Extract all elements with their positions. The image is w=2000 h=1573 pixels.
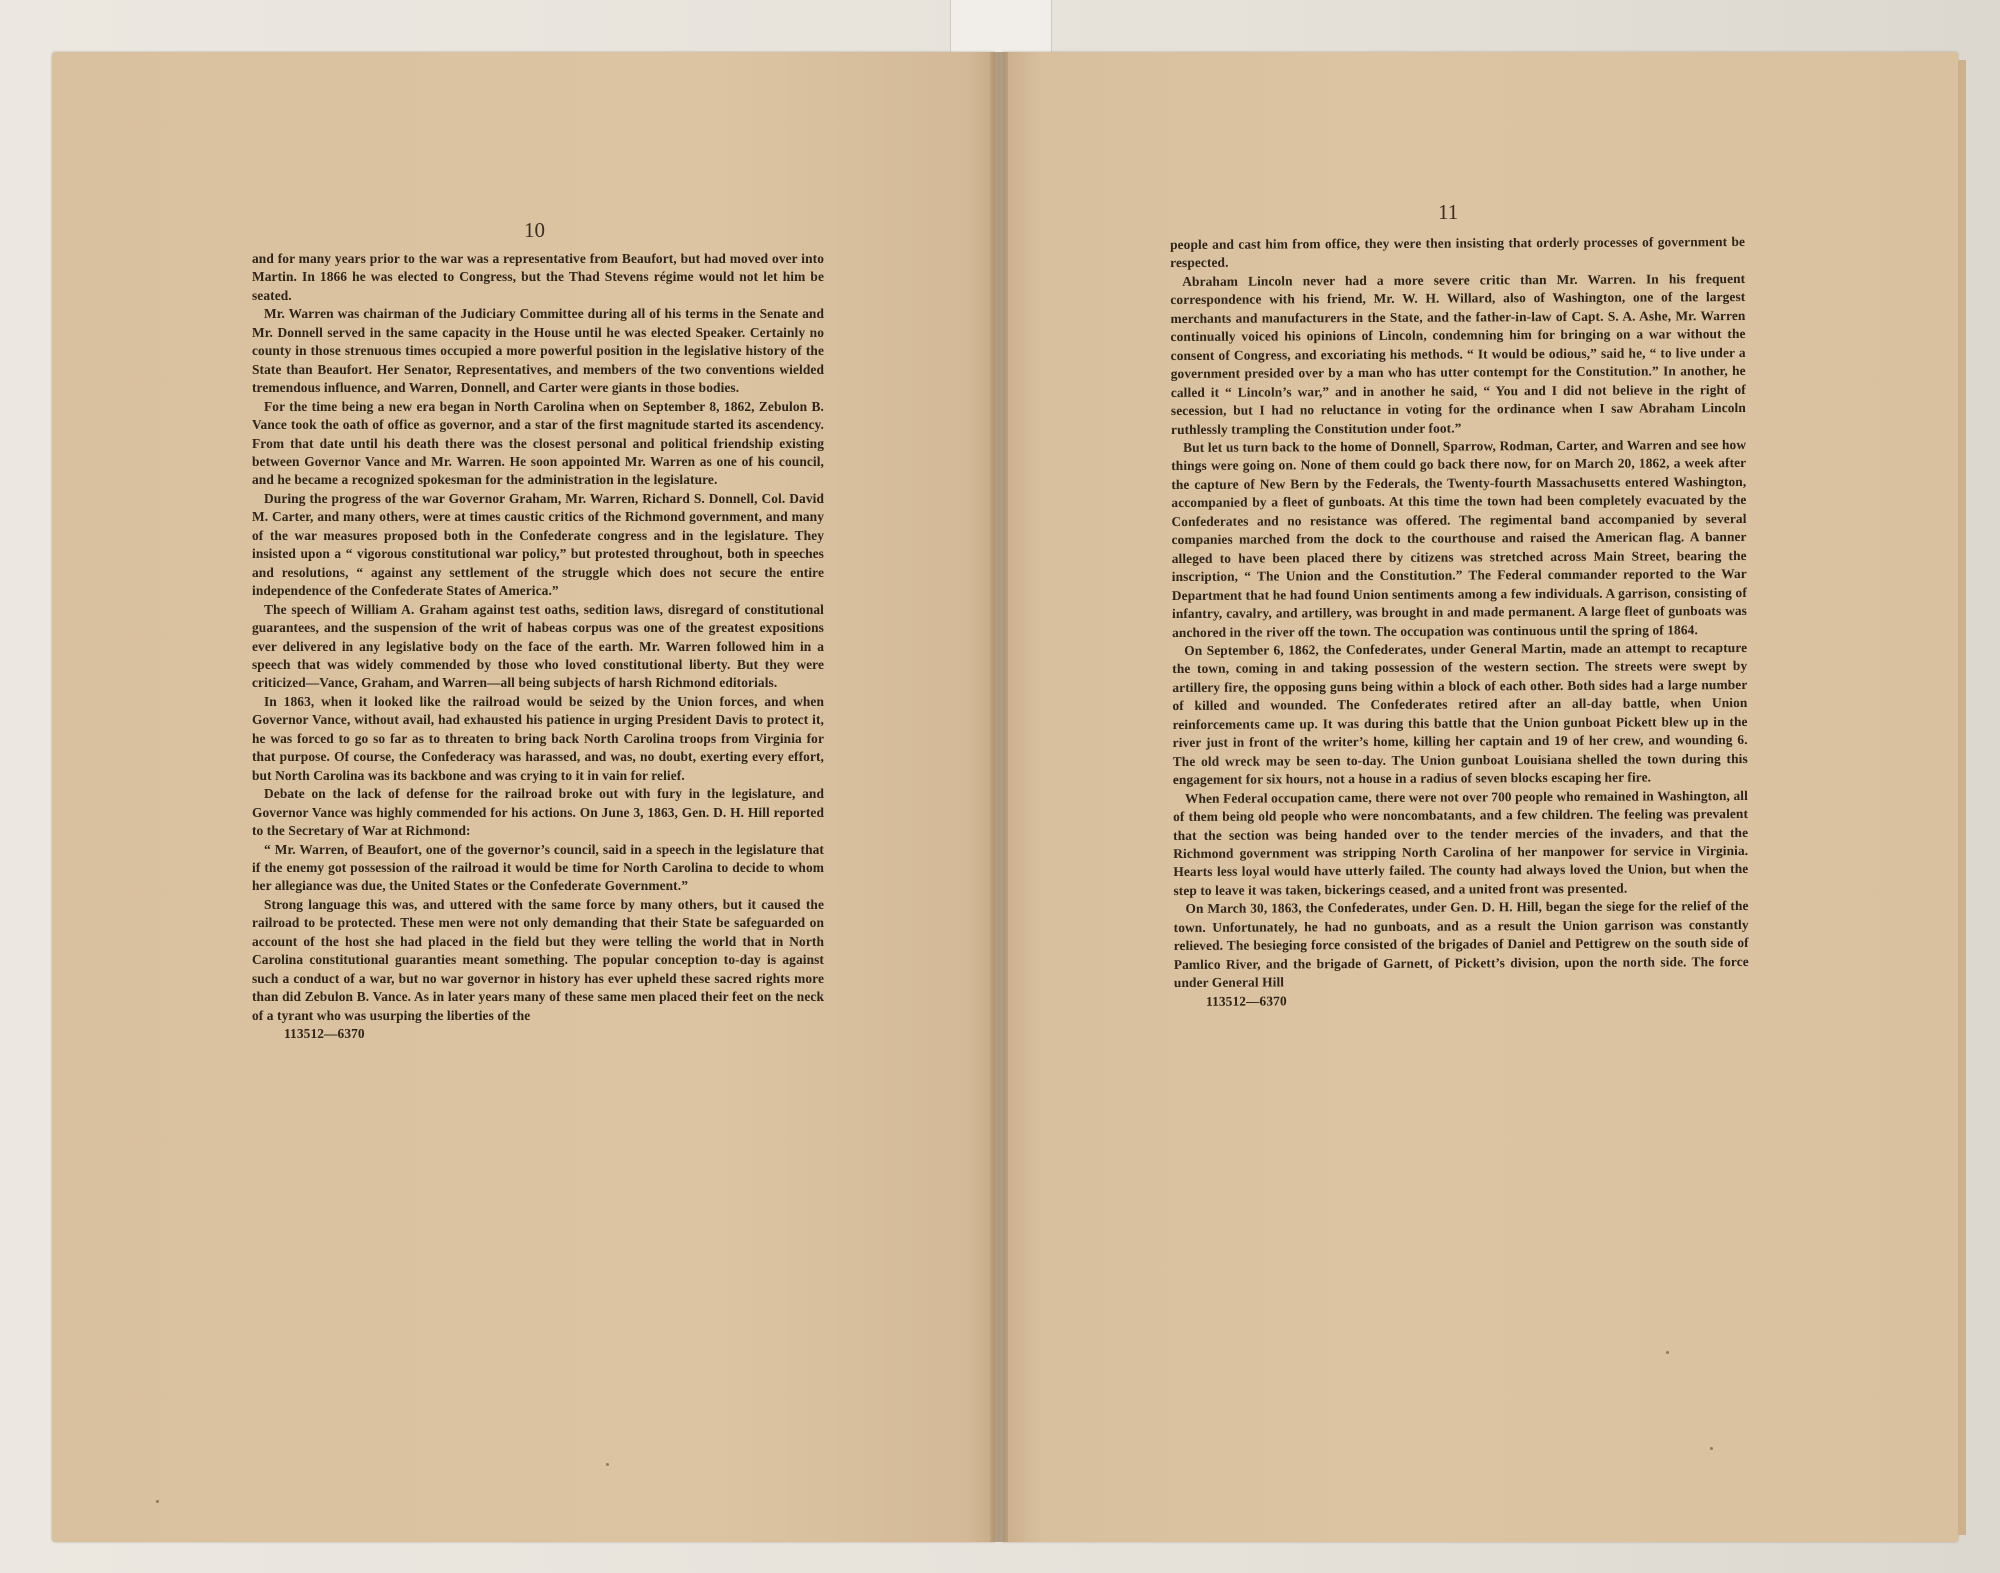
paragraph: But let us turn back to the home of Donnell, Sparrow, Rodman, Carter, and Warren and see how things were going on. None of them could go back there now, for on March 20, 1862, a week after the capture of New Bern by the Federals, the Twenty-fourth Massachusetts entered Washington, accompanied by a fleet of gunboats. At this time the town had been completely evacuated by the Confederates and no resistance was offered. The regimental band accompanied by several companies marched from the dock to the courthouse and raised the American flag. A banner alleged to have been placed there by citizens was stretched across Main Street, bearing the inscription, “ The Union and the Constitution.” The Federal commander reported to the War Department that he had found Union sentiments among a few individuals. A garrison, consisting of infantry, cavalry, and artillery, was brought in and made permanent. A large fleet of gunboats was anchored in the river off the town. The occupation was continuous until the spring of 1864. (1171, 436, 1748, 640)
block-quote: “ Mr. Warren, of Beaufort, one of the governor’s council, said in a speech in the legislature that if the enemy got possession of the railroad it would be time for North Carolina to decide to whom her allegiance was due, the United States or the Confederate Government.” (252, 841, 824, 894)
page-number-right: 11 (1438, 200, 1459, 224)
paragraph: Debate on the lack of defense for the railroad broke out with fury in the legislature, and Governor Vance was highly commended for his actions. On June 3, 1863, Gen. D. H. Hill reported to the Secretary of War at Richmond: (252, 786, 824, 839)
paragraph: people and cast him from office, they were then insisting that orderly processes of government be respected. (1170, 233, 1746, 271)
binding-strip (950, 0, 1052, 52)
paragraph: When Federal occupation came, there were not over 700 people who remained in Washington, all of them being old people who were noncombatants, and a few children. The feeling was prevalent that the section was being handed over to the tender mercies of the invaders, and that the Richmond government was stripping North Carolina of her manpower for service in Virginia. Hearts less loyal would have utterly failed. The county had always loved the Union, but when the step to leave it was taken, bickerings ceased, and a united front was presented. (1173, 787, 1749, 898)
paper-speck (606, 1463, 609, 1466)
paragraph: On September 6, 1862, the Confederates, under General Martin, made an attempt to recapture the town, coming in and taking possession of the western section. The streets were swept by artillery fire, the opposing guns being within a block of each other. Both sides had a large number of killed and wounded. The Confederates retired after an all-day battle, when Union reinforcements came up. It was during this battle that the Union gunboat Pickett blew up in the river just in front of the writer’s home, killing her captain and 19 of her crew, and wounding 6. The old wreck may be seen to-day. The Union gunboat Louisiana shelled the town during this engagement for six hours, not a house in a radius of seven blocks escaping her fire. (1172, 639, 1748, 788)
paper-speck (1710, 1447, 1713, 1450)
paragraph: Mr. Warren was chairman of the Judiciary Committee during all of his terms in the Senate and Mr. Donnell served in the same capacity in the House until he was elected Speaker. Certainly no county in those strenuous times occupied a more powerful position in the legislative history of the State than Beaufort. Her Senator, Representatives, and members of the two conventions wielded tremendous influence, and Warren, Donnell, and Carter were giants in those bodies. (252, 306, 824, 396)
paragraph: For the time being a new era began in North Carolina when on September 8, 1862, Zebulon B. Vance took the oath of office as governor, and a star of the first magnitude started its ascendency. From that date until his death there was the closest personal and political friendship existing between Governor Vance and Mr. Warren. He soon appointed Mr. Warren as one of his council, and he became a recognized spokesman for the administration in the legislature. (252, 398, 824, 488)
paragraph: In 1863, when it looked like the railroad would be seized by the Union forces, and when Governor Vance, without avail, had exhausted his patience in urging President Davis to protect it, he was forced to go so far as to threaten to bring back North Carolina troops from Virginia for that purpose. Of course, the Confederacy was harassed, and was, no doubt, exerting every effort, but North Carolina was its backbone and was crying to it in vain for relief. (252, 693, 824, 783)
paragraph: The speech of William A. Graham against test oaths, sedition laws, disregard of constitutional guarantees, and the suspension of the writ of habeas corpus was one of the greatest expositions ever delivered in any legislative body on the face of the earth. Mr. Warren followed him in a speech that was widely commended by those who loved constitutional liberty. But they were criticized—Vance, Graham, and Warren—all being subjects of harsh Richmond editorials. (252, 601, 824, 691)
footer-code: 113512—6370 (284, 1026, 365, 1042)
footer-code: 113512—6370 (1205, 992, 1287, 1009)
paper-speck (1666, 1351, 1669, 1354)
paper-speck (156, 1500, 159, 1503)
paragraph: Abraham Lincoln never had a more severe critic than Mr. Warren. In his frequent correspondence with his friend, Mr. W. H. Willard, also of Washington, one of the largest merchants and manufacturers in the State, and the father-in-law of Capt. S. A. Ashe, Mr. Warren continually voiced his opinions of Lincoln, condemning him for bringing on a war without the consent of Congress, and excoriating his methods. “ It would be odious,” said he, “ to live under a government presided over by a man who has utter contempt for the Constitution.” In another, he called it “ Lincoln’s war,” and in another he said, “ You and I did not believe in the right of secession, but I had no reluctance in voting for the ordinance when I saw Abraham Lincoln ruthlessly trampling the Constitution under foot.” (1170, 270, 1746, 437)
page-number-left: 10 (524, 218, 545, 242)
page-edge (1958, 60, 1966, 1535)
left-page-text (252, 250, 824, 1043)
paragraph: and for many years prior to the war was a representative from Beaufort, but had moved over into Martin. In 1866 he was elected to Congress, but the Thad Stevens régime would not let him be seated. (252, 251, 824, 303)
paragraph: During the progress of the war Governor Graham, Mr. Warren, Richard S. Donnell, Col. David M. Carter, and many others, were at times caustic critics of the Richmond government, and many of the war measures proposed both in the Confederate congress and in the legislature. They insisted upon a “ vigorous constitutional war policy,” but protested throughout, both in speeches and resolutions, “ against any settlement of the struggle which does not secure the entire independence of the Confederate States of America.” (252, 490, 824, 599)
right-page-text (1170, 233, 1749, 1011)
book-gutter (990, 52, 1008, 1542)
paragraph: On March 30, 1863, the Confederates, under Gen. D. H. Hill, began the siege for the relief of the town. Unfortunately, he had no gunboats, and as a result the Union garrison was constantly relieved. The besieging force consisted of the brigades of Daniel and Pettigrew on the south side of Pamlico River, and the brigade of Garnett, of Pickett’s division, upon the north side. The force under General Hill (1173, 898, 1749, 991)
paragraph: Strong language this was, and uttered with the same force by many others, but it caused the railroad to be protected. These men were not only demanding that their State be safeguarded on account of the host she had placed in the field but they were telling the world that in North Carolina constitutional guaranties meant something. The popular conception to-day is against such a conduct of a war, but no war governor in history has ever upheld these sacred rights more than did Zebulon B. Vance. As in later years many of these same men placed their feet on the neck of a tyrant who was usurping the liberties of the (252, 896, 824, 1023)
